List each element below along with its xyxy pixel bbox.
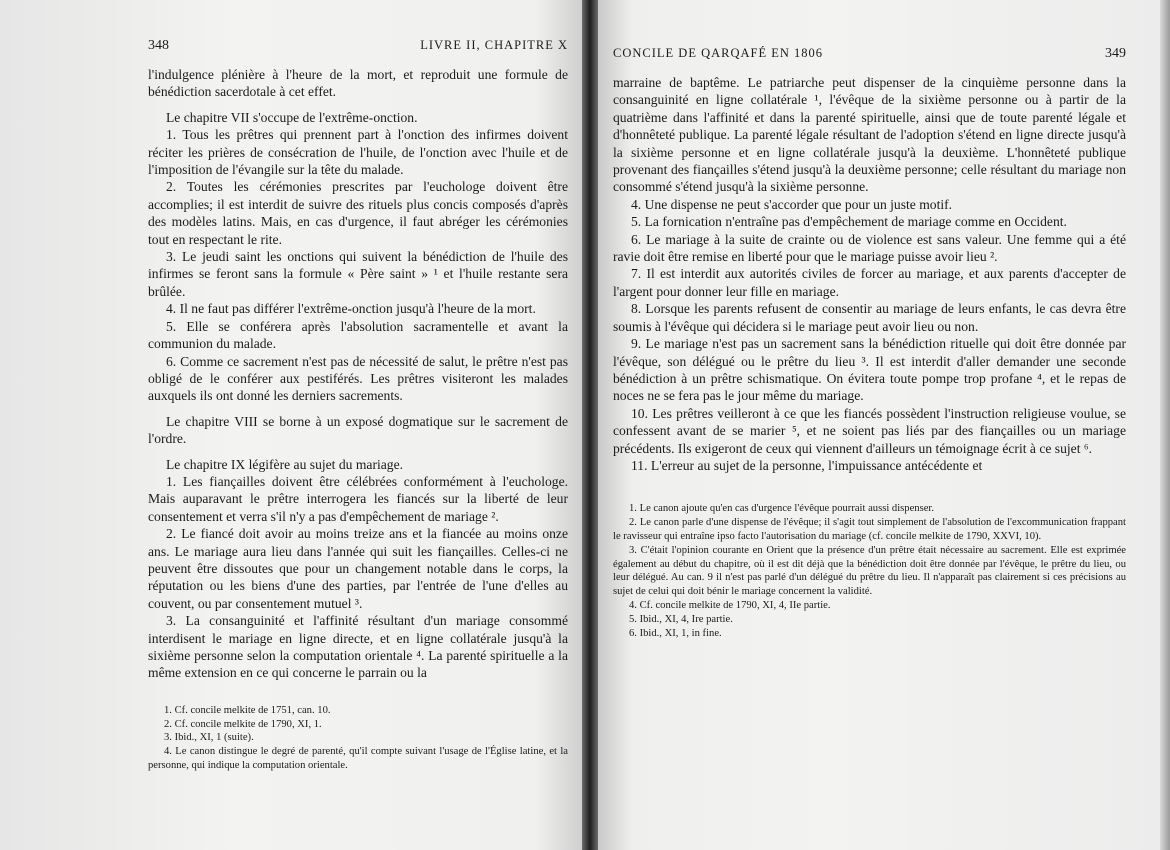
paragraph: Le chapitre VIII se borne à un exposé dogmatique sur le sacrement de l'ordre. xyxy=(148,413,568,447)
paragraph: 3. Le jeudi saint les onctions qui suivent la bénédiction de l'huile des infirmes se feront sans la formule « Père saint » ¹ et l'huile restante sera brûlée. xyxy=(148,249,568,299)
paragraph: 8. Lorsque les parents refusent de consentir au mariage de leurs enfants, le cas devra être soumis à l'évêque qui décidera si le mariage peut avoir lieu ou non. xyxy=(613,301,1126,334)
paragraph: Le chapitre IX légifère au sujet du mariage. xyxy=(166,456,404,472)
right-page xyxy=(598,0,1170,850)
footnote: 2. Le canon parle d'une dispense de l'évêque; il s'agit tout simplement de l'absolution de l'excommunication frappant le ravisseur qui entraîne ipso facto l'autorisation du mariage (cf. concile melkite de 1790, XXVI, 10). xyxy=(613,517,1126,542)
running-head: CONCILE DE QARQAFÉ EN 1806 xyxy=(613,46,824,60)
paragraph: 3. La consanguinité et l'affinité résultant d'un mariage consommé interdisent le mariage en ligne directe, et en ligne collatérale jusqu'à la sixième personne selon la computation orientale ⁴. La parenté spirituelle a la même extension en ce qui concerne le parrain ou la xyxy=(148,613,568,681)
footnote: 3. Ibid., XI, 1 (suite). xyxy=(164,732,254,744)
footnote: 6. Ibid., XI, 1, in fine. xyxy=(629,627,722,639)
footnote: 1. Cf. concile melkite de 1751, can. 10. xyxy=(164,704,331,716)
footnote: 4. Cf. concile melkite de 1790, XI, 4, IIe partie. xyxy=(629,599,831,611)
paragraph: 11. L'erreur au sujet de la personne, l'impuissance antécédente et xyxy=(631,457,983,473)
footnote: 5. Ibid., XI, 4, Ire partie. xyxy=(629,613,733,625)
paragraph: 10. Les prêtres veilleront à ce que les fiancés possèdent l'instruction religieuse voulue, se confessent avant de se marier ⁵, et ne soient pas liés par des fiançailles ou un mariage précédents. Ils exigeront de ceux qui viennent d'ailleurs un témoignage écrit à ce sujet ⁶. xyxy=(613,405,1126,456)
paragraph: 4. Il ne faut pas différer l'extrême-onction jusqu'à l'heure de la mort. xyxy=(166,301,536,317)
paragraph: 6. Le mariage à la suite de crainte ou de violence est sans valeur. Une femme qui a été ravie doit être remise en liberté pour que le mariage puisse avoir lieu ². xyxy=(613,231,1126,265)
paragraph: 5. Elle se conférera après l'absolution sacramentelle et avant la communion du malade. xyxy=(148,318,568,352)
footnote: 4. Le canon distingue le degré de parenté, qu'il compte suivant l'usage de l'Église latine, et la personne, qui indique la computation orientale. xyxy=(148,746,568,771)
footnote: 1. Le canon ajoute qu'en cas d'urgence l'évêque pourrait aussi dispenser. xyxy=(629,503,934,515)
page-edge xyxy=(1160,0,1170,850)
paragraph: 6. Comme ce sacrement n'est pas de nécessité de salut, le prêtre n'est pas obligé de le conférer aux pestiférés. Les prêtres visiteront les malades auxquels ils ont donné les derniers sacrements. xyxy=(148,353,568,404)
paragraph: 1. Les fiançailles doivent être célébrées conformément à l'euchologe. Mais auparavant le prêtre interrogera les fiancés sur la liberté de leur consentement et verra s'il n'y a pas d'empêchement de mariage ². xyxy=(148,473,568,524)
paragraph: marraine de baptême. Le patriarche peut dispenser de la cinquième personne dans la consanguinité en ligne collatérale ¹, l'évêque de la sixième personne ou à partir de la quatrième dans l'affinité et dans la parenté spirituelle, ainsi que de toute parenté légale et d'honnêteté publique. La parenté légale résultant de l'adoption s'étend en ligne directe jusqu'à la sixième personne et en ligne collatérale jusqu'à la deuxième. L'honnêteté publique provenant des fiançailles s'étend jusqu'à la deuxième personne; celle résultant du mariage non consommé s'étend jusqu'à la sixième personne. xyxy=(613,75,1126,195)
paragraph: 2. Toutes les cérémonies prescrites par l'euchologe doivent être accomplies; il est interdit de suivre des rituels plus concis composés d'après des modèles latins. Mais, en cas d'urgence, il faut abréger les cérémonies tout en respectant le rite. xyxy=(148,179,568,247)
left-footnotes xyxy=(148,704,568,773)
paragraph: 5. La fornication n'entraîne pas d'empêchement de mariage comme en Occident. xyxy=(631,214,1067,230)
footnote: 3. C'était l'opinion courante en Orient que la présence d'un prêtre était nécessaire au sacrement. Elle est exprimée également au début du chapitre, où il est dit déjà que la bénédiction doit être donnée par l'évêque, le prêtre du lieu, ou leur délégué. Au can. 9 il n'est pas parlé d'un délégué du prêtre du lieu. Il n'apparaît pas clairement si ces précisions au sujet de celui qui doit bénir le mariage concernent la validité. xyxy=(613,544,1126,598)
page-number: 349 xyxy=(1105,46,1126,61)
right-page-body xyxy=(613,74,1126,474)
paragraph: 9. Le mariage n'est pas un sacrement sans la bénédiction rituelle qui doit être donnée par l'évêque, son délégué ou le prêtre du lieu ³. Il est interdit d'aller demander une seconde bénédiction à un prêtre schismatique. On évitera toute pompe trop profane ⁴, et le repas de noces ne se fera pas le jour même du mariage. xyxy=(613,336,1126,404)
paragraph: 4. Une dispense ne peut s'accorder que pour un juste motif. xyxy=(631,196,953,212)
paragraph: Le chapitre VII s'occupe de l'extrême-onction. xyxy=(166,109,418,125)
left-page-header xyxy=(148,38,568,54)
paragraph: 7. Il est interdit aux autorités civiles de forcer au mariage, et aux parents d'accepter de l'argent pour donner leur fille en mariage. xyxy=(613,266,1126,299)
running-head: LIVRE II, CHAPITRE X xyxy=(420,38,568,52)
footnote: 2. Cf. concile melkite de 1790, XI, 1. xyxy=(164,718,322,730)
page-number: 348 xyxy=(148,38,169,53)
paragraph: 1. Tous les prêtres qui prennent part à l'onction des infirmes doivent réciter les prières de consécration de l'huile, de l'onction avec l'huile et de l'imposition de l'évangile sur la tête du malade. xyxy=(148,127,568,178)
right-page-header xyxy=(613,46,1126,62)
book-gutter xyxy=(582,0,598,850)
paragraph: 2. Le fiancé doit avoir au moins treize ans et la fiancée au moins onze ans. Le mariage aura lieu dans l'année qui suit les fiançailles. Celles-ci ne peuvent être dissoutes que pour un changement notable dans le corps, la réputation ou les biens d'une des parties, par l'entrée de l'une d'elles au couvent, ou par consentement mutuel ³. xyxy=(148,526,568,611)
left-page-body xyxy=(148,66,568,682)
paragraph: l'indulgence plénière à l'heure de la mort, et reproduit une formule de bénédiction sacerdotale à cet effet. xyxy=(148,67,568,100)
right-footnotes xyxy=(613,502,1126,640)
left-page xyxy=(0,0,582,850)
